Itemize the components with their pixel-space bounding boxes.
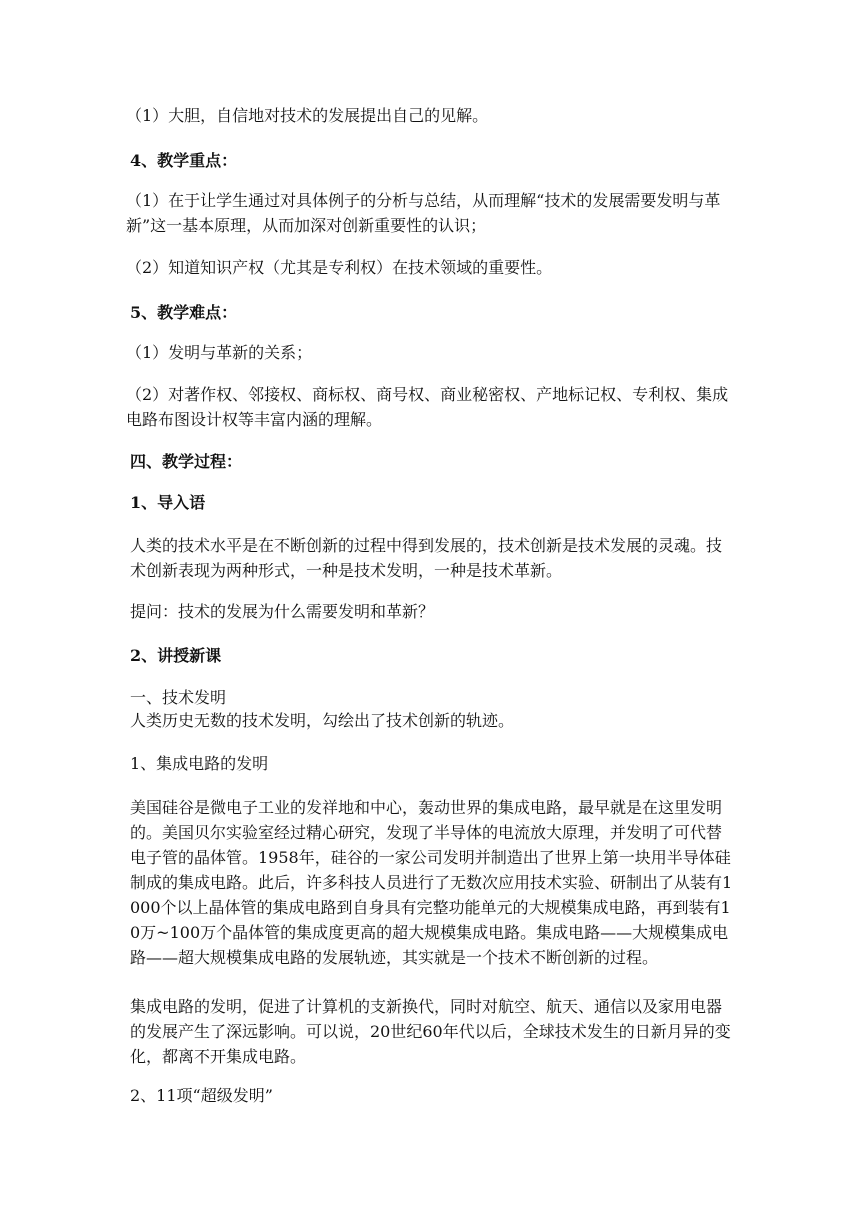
heading-new-lesson: 2、讲授新课 xyxy=(130,646,222,665)
paragraph-ic-impact: 集成电路的发明，促进了计算机的支新换代，同时对航空、航天、通信以及家用电器的发展产生了深远影响。可以说，20世纪60年代以后，全球技术发生的日新月异的变化，都离不开集成电路。 xyxy=(130,997,731,1066)
paragraph-invention-trail: 人类历史无数的技术发明，勾绘出了技术创新的轨迹。 xyxy=(130,711,515,730)
paragraph-objective-1: （1）大胆，自信地对技术的发展提出自己的见解。 xyxy=(126,106,489,125)
paragraph-ic-history: 美国硅谷是微电子工业的发祥地和中心，轰动世界的集成电路，最早就是在这里发明的。美国贝尔实验室经过精心研究，发现了半导体的电流放大原理，并发明了可代替电子管的晶体管。1958年，硅谷的一家公司发明并制造出了世界上第一块用半导体硅制成的集成电路。此后，许多科技人员进行了无数次应用技术实验、研制出了从装有1000个以上晶体管的集成电路到自身具有完整功能单元的大规模集成电路，再到装有10万~100万个晶体管的集成度更高的超大规模集成电路。集成电路——大规模集成电路——超大规模集成电路的发展轨迹，其实就是一个技术不断创新的过程。 xyxy=(130,798,733,967)
paragraph-question: 提问：技术的发展为什么需要发明和革新？ xyxy=(130,602,435,621)
heading-teaching-focus: 4、教学重点： xyxy=(130,151,238,170)
heading-teaching-process: 四、教学过程： xyxy=(130,452,243,471)
heading-introduction: 1、导入语 xyxy=(130,493,206,512)
heading-ic-invention: 1、集成电路的发明 xyxy=(130,754,269,773)
paragraph-difficulty-2: （2）对著作权、邻接权、商标权、商号权、商业秘密权、产地标记权、专利权、集成电路布图设计权等丰富内涵的理解。 xyxy=(126,385,729,429)
paragraph-focus-1: （1）在于让学生通过对具体例子的分析与总结，从而理解“技术的发展需要发明与革新”这一基本原理，从而加深对创新重要性的认识； xyxy=(126,191,721,235)
paragraph-difficulty-1: （1）发明与革新的关系； xyxy=(126,343,313,362)
paragraph-introduction: 人类的技术水平是在不断创新的过程中得到发展的，技术创新是技术发展的灵魂。技术创新表现为两种形式，一种是技术发明，一种是技术革新。 xyxy=(130,536,723,580)
heading-teaching-difficulty: 5、教学难点： xyxy=(130,303,238,322)
paragraph-focus-2: （2）知道知识产权（尤其是专利权）在技术领域的重要性。 xyxy=(126,258,553,277)
subheading-technical-invention: 一、技术发明 xyxy=(130,688,227,707)
heading-super-inventions: 2、11项“超级发明” xyxy=(130,1086,273,1105)
